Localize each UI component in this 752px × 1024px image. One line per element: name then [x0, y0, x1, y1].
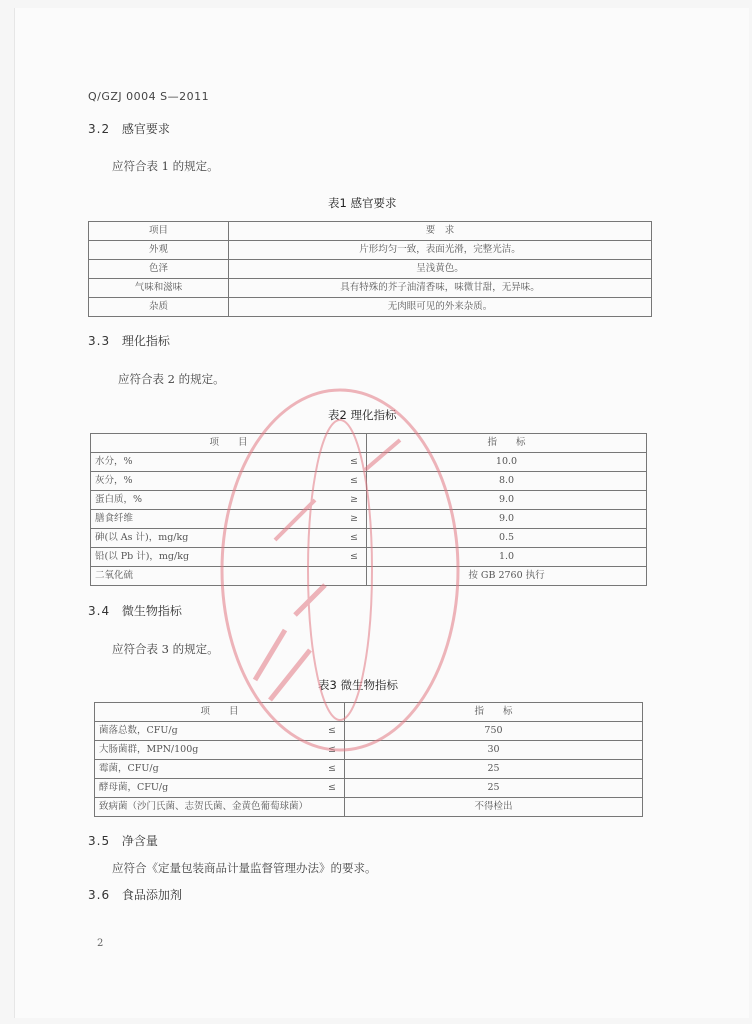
table-row — [89, 279, 652, 298]
table-row — [89, 241, 652, 260]
value-cell: 1.0 — [367, 548, 647, 567]
section-3-4-heading — [88, 602, 182, 619]
section-3-3-heading — [88, 332, 170, 349]
table-row — [95, 722, 643, 741]
section-title: 净含量 — [121, 834, 158, 848]
value-cell: 9.0 — [367, 510, 647, 529]
item-cell — [95, 722, 345, 741]
requirement-cell: 呈浅黄色。 — [229, 260, 652, 279]
table-header-row — [91, 434, 647, 453]
value-cell: 750 — [345, 722, 643, 741]
value-cell: 8.0 — [367, 472, 647, 491]
table-header-row — [89, 222, 652, 241]
table-row — [95, 798, 643, 817]
table-row — [91, 491, 647, 510]
item-cell: 杂质 — [89, 298, 229, 317]
item-name: 水分，% — [95, 456, 133, 467]
table-row — [89, 260, 652, 279]
table-header-row — [95, 703, 643, 722]
section-title: 感官要求 — [121, 122, 170, 136]
comparison-symbol: ≤ — [328, 782, 336, 793]
item-cell — [91, 491, 367, 510]
item-name: 膳食纤维 — [95, 513, 134, 524]
table-row — [91, 510, 647, 529]
item-cell: 气味和滋味 — [89, 279, 229, 298]
section-3-3-text: 应符合表 2 的规定。 — [118, 372, 225, 386]
value-cell: 不得检出 — [345, 798, 643, 817]
table-row — [91, 567, 647, 586]
requirement-cell: 具有特殊的芥子油清香味，味微甘甜，无异味。 — [229, 279, 652, 298]
value-cell: 25 — [345, 760, 643, 779]
table-row — [89, 298, 652, 317]
table-row — [95, 779, 643, 798]
value-cell: 9.0 — [367, 491, 647, 510]
item-cell — [91, 453, 367, 472]
item-name: 砷(以 As 计)，mg/kg — [95, 532, 189, 543]
item-cell — [91, 472, 367, 491]
header-cell: 项目 — [89, 222, 229, 241]
table3-microbiological — [94, 702, 643, 817]
table1-caption: 表1 感官要求 — [328, 196, 397, 210]
comparison-symbol: ≤ — [350, 475, 358, 486]
header-cell: 指 标 — [345, 703, 643, 722]
section-3-6-heading — [88, 886, 182, 903]
table3-caption: 表3 微生物指标 — [318, 678, 398, 692]
table1-sensory — [88, 221, 652, 317]
table-row — [91, 548, 647, 567]
table2-physicochemical — [90, 433, 647, 586]
section-number: 3.6 — [88, 888, 111, 902]
header-cell: 项 目 — [95, 703, 345, 722]
section-number: 3.3 — [88, 334, 111, 348]
section-3-5-heading — [88, 832, 158, 849]
table-row — [91, 472, 647, 491]
item-name: 致病菌（沙门氏菌、志贺氏菌、金黄色葡萄球菌） — [99, 801, 309, 812]
comparison-symbol: ≤ — [350, 551, 358, 562]
item-name: 酵母菌，CFU/g — [99, 782, 169, 793]
comparison-symbol: ≤ — [350, 456, 358, 467]
item-name: 霉菌，CFU/g — [99, 763, 159, 774]
item-cell: 外观 — [89, 241, 229, 260]
page-number: 2 — [97, 938, 104, 949]
section-title: 理化指标 — [121, 334, 170, 348]
standard-code: Q/GZJ 0004 S—2011 — [88, 90, 210, 103]
comparison-symbol: ≤ — [350, 532, 358, 543]
section-title: 食品添加剂 — [121, 888, 182, 902]
value-cell: 10.0 — [367, 453, 647, 472]
comparison-symbol: ≤ — [328, 744, 336, 755]
item-name: 大肠菌群，MPN/100g — [99, 744, 199, 755]
comparison-symbol: ≤ — [328, 763, 336, 774]
value-cell: 30 — [345, 741, 643, 760]
table-row — [91, 453, 647, 472]
section-title: 微生物指标 — [121, 604, 182, 618]
item-cell — [95, 779, 345, 798]
section-3-5-text: 应符合《定量包装商品计量监督管理办法》的要求。 — [112, 861, 377, 875]
item-cell — [95, 760, 345, 779]
requirement-cell: 无肉眼可见的外来杂质。 — [229, 298, 652, 317]
item-cell — [95, 741, 345, 760]
item-cell — [91, 529, 367, 548]
item-cell — [91, 510, 367, 529]
section-3-4-text: 应符合表 3 的规定。 — [112, 642, 219, 656]
table-row — [95, 760, 643, 779]
comparison-symbol: ≤ — [328, 725, 336, 736]
item-name: 二氧化硫 — [95, 570, 134, 581]
item-cell — [91, 567, 367, 586]
table-row — [95, 741, 643, 760]
header-cell: 项 目 — [91, 434, 367, 453]
value-cell: 25 — [345, 779, 643, 798]
requirement-cell: 片形均匀一致，表面光滑，完整光洁。 — [229, 241, 652, 260]
header-cell: 要 求 — [229, 222, 652, 241]
item-name: 灰分，% — [95, 475, 133, 486]
item-cell — [91, 548, 367, 567]
comparison-symbol: ≥ — [350, 494, 358, 505]
item-name: 蛋白质，% — [95, 494, 143, 505]
section-3-2-text: 应符合表 1 的规定。 — [112, 159, 219, 173]
value-cell: 按 GB 2760 执行 — [367, 567, 647, 586]
header-cell: 指 标 — [367, 434, 647, 453]
table-row — [91, 529, 647, 548]
section-3-2-heading — [88, 120, 170, 137]
section-number: 3.5 — [88, 834, 111, 848]
section-number: 3.4 — [88, 604, 111, 618]
value-cell: 0.5 — [367, 529, 647, 548]
section-number: 3.2 — [88, 122, 111, 136]
item-name: 菌落总数，CFU/g — [99, 725, 178, 736]
comparison-symbol: ≥ — [350, 513, 358, 524]
table2-caption: 表2 理化指标 — [328, 408, 397, 422]
item-name: 铅(以 Pb 计)，mg/kg — [95, 551, 190, 562]
item-cell: 色泽 — [89, 260, 229, 279]
item-cell — [95, 798, 345, 817]
